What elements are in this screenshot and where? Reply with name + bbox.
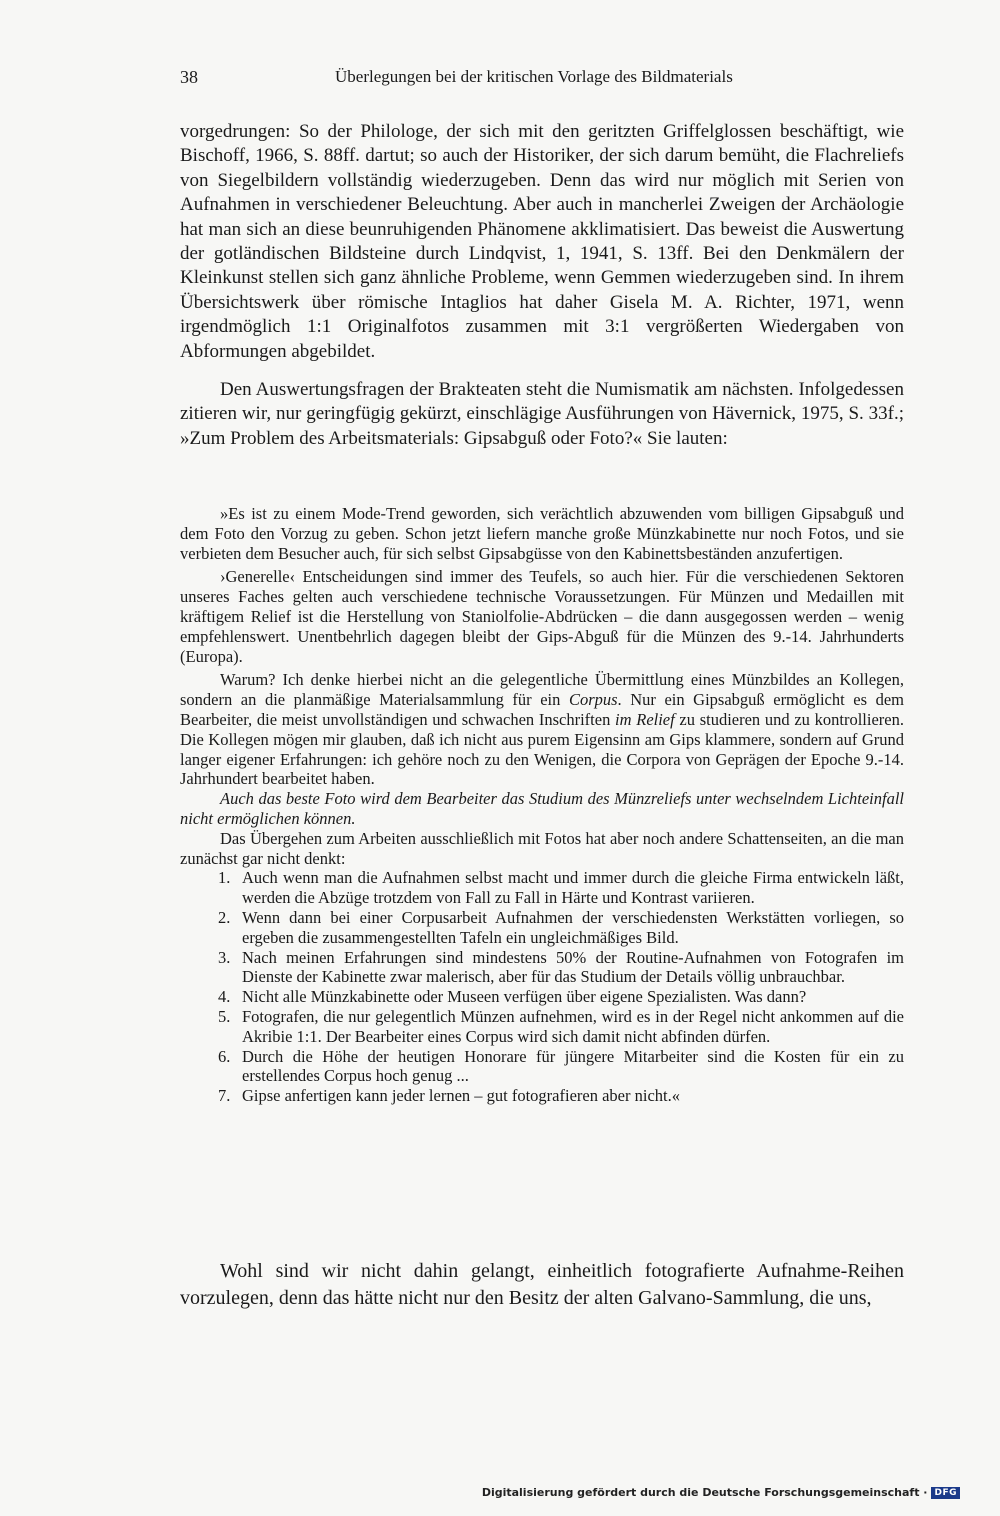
quote-paragraph-2: ›Generelle‹ Entscheidungen sind immer des Teufels, so auch hier. Für die verschiedenen Sektoren unseres Faches gelten auch verschiedene technische Voraussetzungen. Für Münzen und Medaillen mit kräftigem Relief ist die Herstellung von Staniolfolie-Abdrücken – die dann ausgegossen werden – wenig empfehlenswert. Unentbehrlich dagegen bleibt der Gips-Abguß für die Münzen des 9.-14. Jahrhunderts (Europa).	[180, 567, 904, 666]
list-item	[180, 868, 904, 908]
list-item	[180, 948, 904, 988]
list-item	[180, 1007, 904, 1047]
list-item	[180, 987, 904, 1007]
quote-emphasis-corpus: Corpus	[568, 690, 618, 710]
list-item	[180, 1086, 904, 1106]
dfg-logo-icon: DFG	[931, 1487, 960, 1499]
list-text: Wenn dann bei einer Corpusarbeit Aufnahmen der verschiedensten Werkstätten vorliegen, so ergeben die zusammengestellten Tafeln ein ungleichmäßiges Bild.	[242, 907, 904, 947]
list-number: 7.	[218, 1086, 231, 1106]
list-number: 5.	[218, 1006, 231, 1026]
quote-text: . Nur ein Gipsabguß ermöglicht es dem Bearbeiter, die meist unvollständigen und schwachen Inschriften	[180, 690, 904, 729]
block-quote	[180, 504, 904, 1106]
list-item	[180, 1047, 904, 1087]
page-number: 38	[180, 67, 198, 87]
paragraph-text: vorgedrungen: So der Philologe, der sich mit den geritzten Griffelglossen beschäftigt, wie Bischoff, 1966, S. 88ff. dartut; so auch der Historiker, der sich darum bemüht, die Flachreliefs von Siegelbildern vollständig wiederzugeben. Denn das wird nur möglich mit Serien von Aufnahmen in verschiedener Beleuchtung. Aber auch in mancherlei Zweigen der Archäologie hat man sich an diese beunruhigenden Phänomene akklimatisiert. Das beweist die Auswertung der gotländischen Bildsteine durch Lindqvist, 1, 1941, S. 13ff. Bei den Denkmälern der Kleinkunst stellen sich ganz ähnliche Probleme, wenn Gemmen wiederzugeben sind. In ihrem Übersichtswerk über römische Intaglios hat daher Gisela M. A. Richter, 1971, wenn irgendmöglich 1:1 Originalfotos zusammen mit 3:1 vergrößerten Wiedergaben von Abformungen abgebildet.	[180, 121, 904, 362]
list-text: Gipse anfertigen kann jeder lernen – gut fotografieren aber nicht.«	[242, 1086, 680, 1106]
list-text: Auch wenn man die Aufnahmen selbst macht und immer durch die gleiche Firma entwickeln läßt, werden die Abzüge trotzdem von Fall zu Fall in Härte und Kontrast variieren.	[242, 868, 904, 908]
paragraph-text: Wohl sind wir nicht dahin gelangt, einheitlich fotografierte Aufnahme-Reihen vorzulegen, denn das hätte nicht nur den Besitz der alten Galvano-Sammlung, die uns,	[180, 1260, 904, 1309]
list-number: 2.	[218, 907, 231, 927]
body-paragraph-2	[180, 378, 904, 451]
list-number: 6.	[218, 1046, 231, 1066]
numbered-list	[180, 868, 904, 1106]
list-text: Durch die Höhe der heutigen Honorare für jüngere Mitarbeiter sind die Kosten für ein zu erstellendes Corpus hoch genug ...	[242, 1046, 904, 1086]
digitization-footer	[482, 1486, 960, 1499]
body-paragraph-3	[180, 1258, 904, 1312]
quote-paragraph-5: Das Übergehen zum Arbeiten ausschließlich mit Fotos hat aber noch andere Schattenseiten, an die man zunächst gar nicht denkt:	[180, 828, 904, 868]
list-item	[180, 908, 904, 948]
quote-emphasis-relief: im Relief	[615, 709, 675, 729]
list-number: 3.	[218, 947, 231, 967]
body-paragraph-1	[180, 120, 904, 364]
quote-text: Warum? Ich denke hierbei nicht an die gelegentliche Übermittlung eines Münzbildes an Kollegen, sondern an die planmäßige Materialsammlung für ein	[180, 670, 904, 710]
quote-paragraph-4: Auch das beste Foto wird dem Bearbeiter das Studium des Münzreliefs unter wechselndem Lichteinfall nicht ermöglichen können.	[180, 789, 904, 828]
quote-paragraph-3	[180, 670, 904, 789]
list-number: 4.	[218, 987, 231, 1007]
list-text: Nicht alle Münzkabinette oder Museen verfügen über eigene Spezialisten. Was dann?	[242, 987, 807, 1007]
paragraph-text: Den Auswertungsfragen der Brakteaten steht die Numismatik am nächsten. Infolgedessen zitieren wir, nur geringfügig gekürzt, einschlägige Ausführungen von Hävernick, 1975, S. 33f.; »Zum Problem des Arbeitsmaterials: Gipsabguß oder Foto?« Sie lauten:	[180, 379, 904, 449]
list-number: 1.	[218, 868, 231, 888]
running-head: Überlegungen bei der kritischen Vorlage des Bildmaterials	[335, 67, 733, 86]
quote-text: zu studieren und zu kontrollieren. Die Kollegen mögen mir glauben, daß ich nicht aus purem Eigensinn am Gips klammere, sondern auf Grund langer eigener Erfahrungen: ich gehöre noch zu den Wenigen, die Corpora von Geprägen der Epoche 9.-14. Jahrhundert bearbeitet haben.	[180, 709, 904, 789]
quote-paragraph-1: »Es ist zu einem Mode-Trend geworden, sich verächtlich abzuwenden vom billigen Gipsabguß und dem Foto den Vorzug zu geben. Schon jetzt liefern manche große Münzkabinette nur noch Fotos, und sie verbieten dem Besucher auch, für sich selbst Gipsabgüsse von den Kabinettsbeständen anzufertigen.	[180, 504, 904, 563]
footer-text: Digitalisierung gefördert durch die Deutsche Forschungsgemeinschaft ·	[481, 1486, 928, 1499]
list-text: Fotografen, die nur gelegentlich Münzen aufnehmen, wird es in der Regel nicht ankommen auf die Akribie 1:1. Der Bearbeiter eines Corpus wird sich damit nicht abfinden dürfen.	[242, 1006, 904, 1046]
list-text: Nach meinen Erfahrungen sind mindestens 50% der Routine-Aufnahmen von Fotografen im Dienste der Kabinette zwar malerisch, aber für das Studium der Details völlig unbrauchbar.	[242, 947, 904, 987]
